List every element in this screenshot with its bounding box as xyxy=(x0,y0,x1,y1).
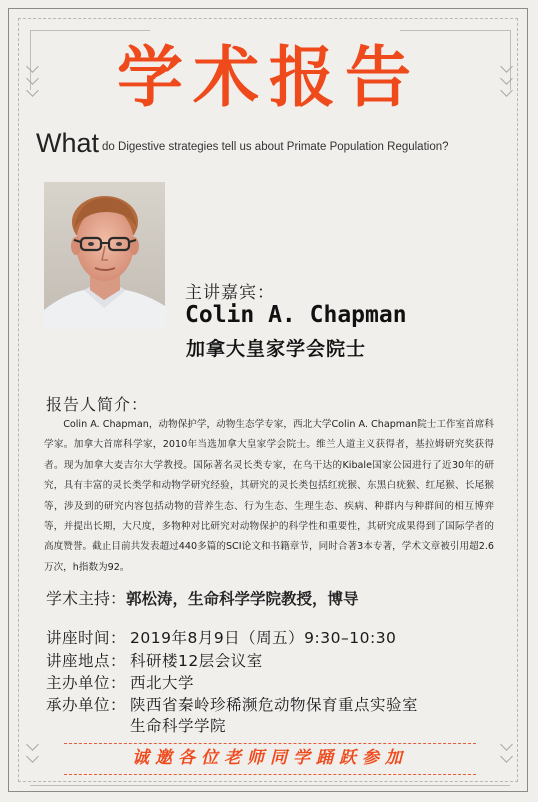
talk-subtitle xyxy=(36,128,516,160)
speaker-name: Colin A. Chapman xyxy=(185,302,407,328)
detail-time xyxy=(46,626,396,648)
detail-value: 2019年8月9日（周五）9:30–10:30 xyxy=(130,629,397,647)
detail-label: 讲座时间： xyxy=(46,629,127,647)
detail-label: 讲座地点： xyxy=(46,652,127,670)
detail-coorganizer xyxy=(46,693,418,715)
invitation-text: 诚邀各位老师同学踊跃参加 xyxy=(132,748,408,768)
bio-heading: 报告人简介： xyxy=(46,395,149,414)
detail-value: 科研楼12层会议室 xyxy=(130,652,263,670)
detail-value: 西北大学 xyxy=(130,674,195,692)
speaker-label: 主讲嘉宾： xyxy=(185,283,275,303)
subtitle-lead-word: What xyxy=(36,128,100,158)
detail-label: 承办单位： xyxy=(46,696,127,714)
host-label: 学术主持： xyxy=(46,589,127,608)
speaker-photo xyxy=(44,182,165,329)
detail-coorganizer-extra: 生命科学学院 xyxy=(130,717,227,735)
bio-text: Colin A. Chapman，动物保护学，动物生态学专家，西北大学Colin A. Chapman院士工作室首席科学家。加拿大首席科学家，2010年当选加拿大皇家学会院士。维兰人道主义获得者，基拉姆研究奖获得者。现为加拿大麦吉尔大学教授。国际著名灵长类专家，在乌干达的Kibale国家公园进行了近30年的研究，具有丰富的灵长类学和动物学研究经验，其研究的灵长类包括红疣猴、东黑白疣猴、红尾猴、长尾猴等，涉及到的研究内容包括动物的营养生态、行为生态、生理生态、疾病、种群内与种群间的相互博弈等，并提出长期，大尺度，多物种对比研究对动物保护的科学性和重要性，其研究成果得到了国际学者的高度赞誉。截止目前共发表超过440多篇的SCI论文和书籍章节，同时合著3本专著，学术文章被引用超2.6万次，h指数为92。 xyxy=(44,419,494,573)
host-value: 郭松涛，生命科学学院教授，博导 xyxy=(126,590,359,608)
decor-line-bottom xyxy=(30,785,510,786)
detail-organizer xyxy=(46,671,194,693)
host-line xyxy=(46,586,359,609)
decor-line-top xyxy=(30,30,150,31)
detail-location xyxy=(46,649,263,671)
subtitle-rest: do Digestive strategies tell us about Primate Population Regulation? xyxy=(102,141,449,153)
decor-line-top-right xyxy=(400,30,510,31)
poster-title: 学术报告 xyxy=(117,39,421,116)
speaker-title: 加拿大皇家学会院士 xyxy=(186,338,367,360)
detail-label: 主办单位： xyxy=(46,674,127,692)
detail-value: 陕西省秦岭珍稀濒危动物保育重点实验室 xyxy=(130,696,419,714)
